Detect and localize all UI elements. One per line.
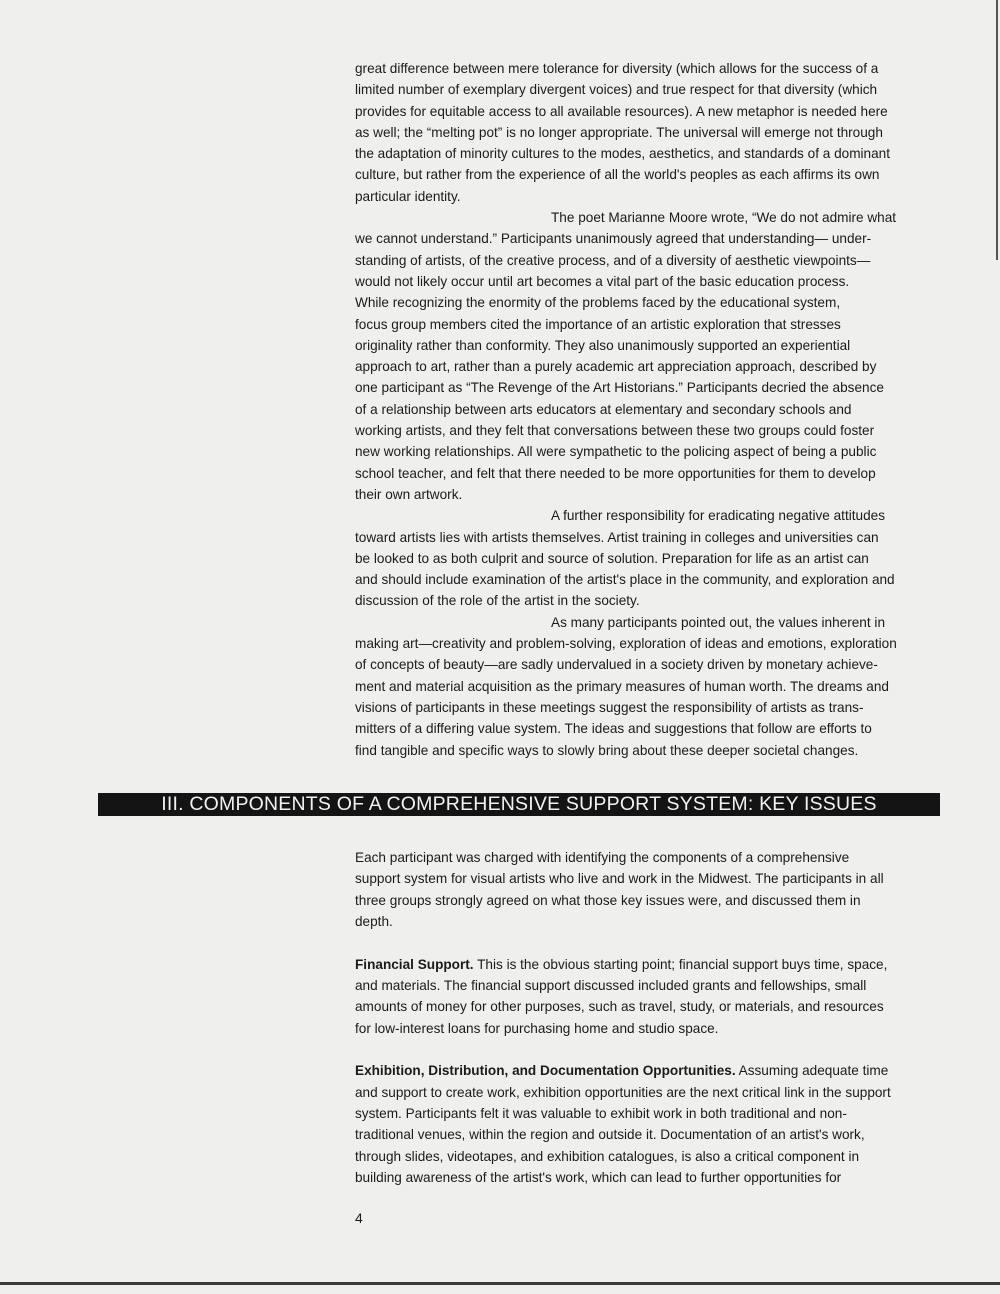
text-line: the adaptation of minority cultures to the modes, aesthetics, and standards of a dominant — [355, 146, 891, 162]
text-line: ment and material acquisition as the primary measures of human worth. The dreams and — [355, 678, 889, 694]
text-line: particular identity. — [355, 188, 461, 204]
text-line: discussion of the role of the artist in the society. — [355, 593, 640, 609]
text-line: be looked to as both culprit and source of solution. Preparation for life as an artist can — [355, 550, 869, 566]
text-line: As many participants pointed out, the values inherent in — [551, 614, 886, 630]
text-line: amounts of money for other purposes, such as travel, study, or materials, and resources — [355, 999, 884, 1015]
intro-text — [355, 58, 945, 761]
text-line — [355, 1060, 945, 1081]
text-line: toward artists lies with artists themselves. Artist training in colleges and universities can — [355, 529, 879, 545]
paragraph-heading: Financial Support. — [355, 956, 474, 972]
paragraph — [355, 612, 945, 761]
section-heading: III. COMPONENTS OF A COMPREHENSIVE SUPPORT SYSTEM: KEY ISSUES — [98, 793, 940, 816]
text-line: great difference between mere tolerance for diversity (which allows for the success of a — [355, 61, 879, 76]
text-line: for low-interest loans for purchasing home and studio space. — [355, 1020, 719, 1036]
text-line: standing of artists, of the creative process, and of a diversity of aesthetic viewpoints— — [355, 252, 871, 268]
text-line: While recognizing the enormity of the problems faced by the educational system, — [355, 295, 841, 311]
text-line: three groups strongly agreed on what those key issues were, and discussed them in — [355, 892, 861, 908]
paragraph — [355, 1060, 945, 1188]
paragraph — [355, 207, 945, 505]
text-line: and should include examination of the artist's place in the community, and exploration and — [355, 572, 895, 588]
text-line: depth. — [355, 913, 393, 929]
text-line: focus group members cited the importance of an artistic exploration that stresses — [355, 316, 841, 332]
text-line: culture, but rather from the experience of all the world's peoples as each affirms its own — [355, 167, 880, 183]
text-line: as well; the “melting pot” is no longer appropriate. The universal will emerge not through — [355, 124, 883, 140]
paragraph-heading: Exhibition, Distribution, and Documentation Opportunities. — [355, 1063, 736, 1079]
text-line: working artists, and they felt that conversations between these two groups could foster — [355, 423, 875, 439]
text-line: of concepts of beauty—are sadly undervalued in a society driven by monetary achieve- — [355, 657, 878, 673]
text-line: The poet Marianne Moore wrote, “We do not admire what — [551, 210, 897, 226]
text-line: originality rather than conformity. They also unanimously supported an experiential — [355, 337, 851, 353]
text-line: their own artwork. — [355, 486, 463, 502]
text-line: find tangible and specific ways to slowly bring about these deeper societal changes. — [355, 742, 859, 758]
text-line: Each participant was charged with identifying the components of a comprehensive — [355, 850, 850, 865]
scan-edge — [996, 0, 998, 260]
text-span: Assuming adequate time — [735, 1063, 889, 1079]
page-number: 4 — [355, 1210, 363, 1226]
text-line: through slides, videotapes, and exhibition catalogues, is also a critical component in — [355, 1148, 860, 1164]
text-line: provides for equitable access to all available resources). A new metaphor is needed here — [355, 103, 888, 119]
text-line: system. Participants felt it was valuable to exhibit work in both traditional and non- — [355, 1105, 847, 1121]
section-text — [355, 847, 945, 1188]
text-line: would not likely occur until art becomes a vital part of the basic education process. — [355, 273, 850, 289]
paragraph-gap — [355, 1039, 945, 1061]
text-line: approach to art, rather than a purely academic art appreciation approach, described by — [355, 359, 877, 375]
text-line: we cannot understand.” Participants unanimously agreed that understanding— under- — [355, 231, 872, 247]
text-line: school teacher, and felt that there needed to be more opportunities for them to develop — [355, 465, 876, 481]
text-line: limited number of exemplary divergent voices) and true respect for that diversity (which — [355, 82, 878, 98]
paragraph — [355, 847, 945, 932]
text-line: building awareness of the artist's work, which can lead to further opportunities for — [355, 1169, 842, 1185]
text-line: support system for visual artists who live and work in the Midwest. The participants in all — [355, 871, 884, 887]
paragraph — [355, 954, 945, 1039]
text-line: and materials. The financial support discussed included grants and fellowships, small — [355, 977, 867, 993]
paragraph — [355, 58, 945, 207]
text-line: making art—creativity and problem-solving, exploration of ideas and emotions, exploration — [355, 636, 897, 652]
text-line: mitters of a differing value system. The ideas and suggestions that follow are efforts to — [355, 721, 872, 737]
paragraph — [355, 505, 945, 611]
text-line: and support to create work, exhibition opportunities are the next critical link in the support — [355, 1084, 891, 1100]
bottom-rule — [0, 1282, 1000, 1285]
text-line — [355, 954, 945, 975]
text-line: visions of participants in these meetings suggest the responsibility of artists as trans- — [355, 699, 864, 715]
text-line: of a relationship between arts educators at elementary and secondary schools and — [355, 401, 852, 417]
text-line: new working relationships. All were sympathetic to the policing aspect of being a public — [355, 444, 877, 460]
paragraph-gap — [355, 932, 945, 954]
text-line: A further responsibility for eradicating negative attitudes — [551, 508, 885, 524]
text-line: traditional venues, within the region and outside it. Documentation of an artist's work, — [355, 1127, 865, 1143]
text-span: This is the obvious starting point; financial support buys time, space, — [473, 956, 888, 972]
text-line: one participant as “The Revenge of the Art Historians.” Participants decried the absence — [355, 380, 884, 396]
